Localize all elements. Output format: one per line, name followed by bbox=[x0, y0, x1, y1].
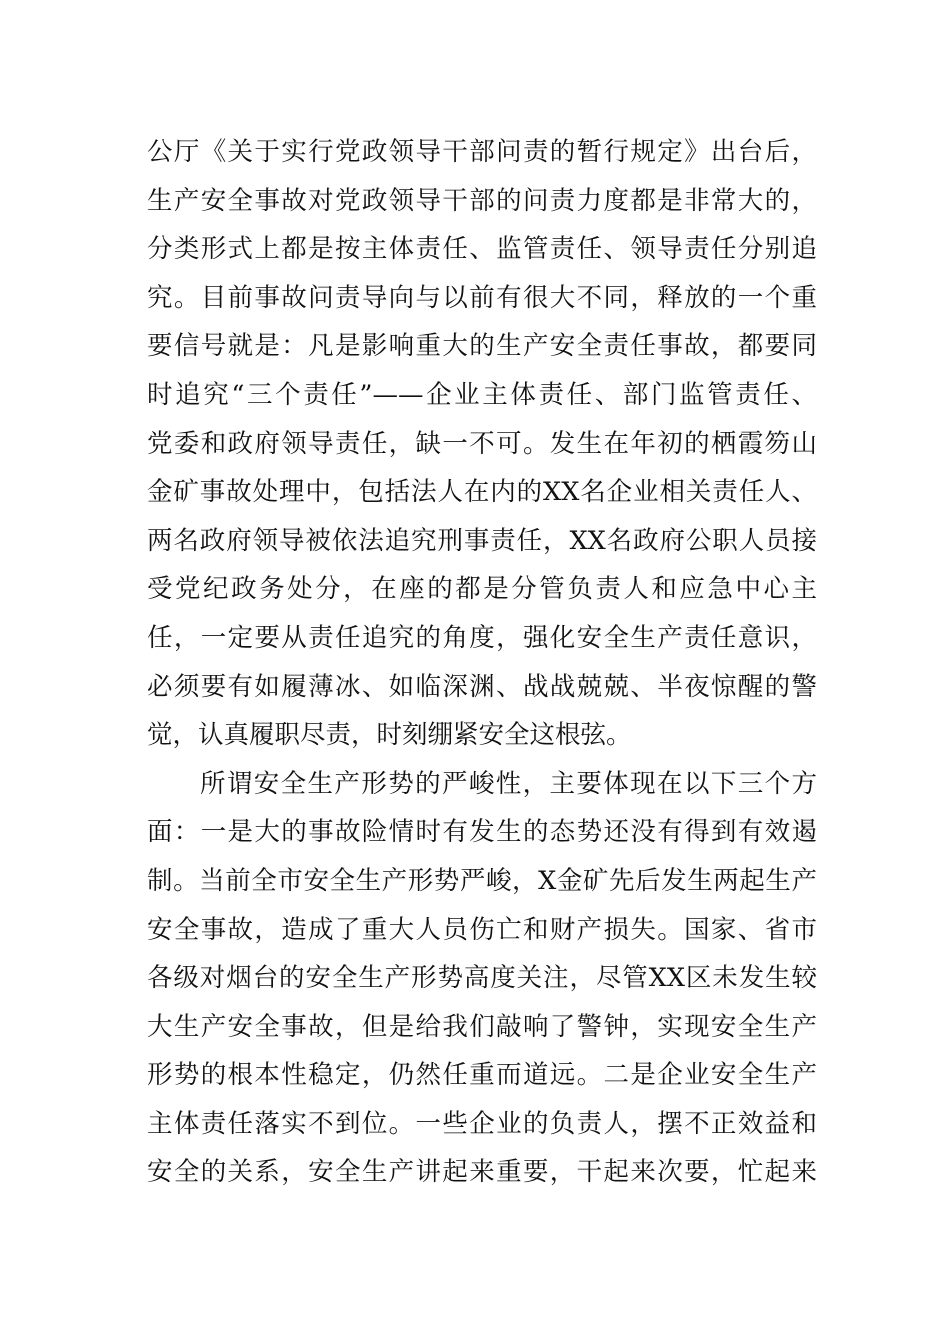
paragraph-severity bbox=[147, 760, 817, 1197]
text-line: 公厅《关于实行党政领导干部问责的暂行规定》出台后， bbox=[147, 137, 817, 167]
text-line: 分类形式上都是按主体责任、监管责任、领导责任分别追 bbox=[147, 234, 817, 265]
text-line: 形势的根本性稳定，仍然任重而道远。二是企业安全生产 bbox=[147, 1060, 817, 1091]
text-line: 任，一定要从责任追究的角度，强化安全生产责任意识， bbox=[147, 622, 817, 653]
text-line: 两名政府领导被依法追究刑事责任，XX名政府公职人员接 bbox=[147, 525, 817, 556]
text-line: 党委和政府领导责任，缺一不可。发生在年初的栖霞笏山 bbox=[147, 428, 817, 459]
text-line: 究。目前事故问责导向与以前有很大不同，释放的一个重 bbox=[147, 282, 817, 313]
text-line: 生产安全事故对党政领导干部的问责力度都是非常大的， bbox=[147, 185, 817, 216]
text-line: 受党纪政务处分，在座的都是分管负责人和应急中心主 bbox=[147, 574, 817, 605]
text-line: 必须要有如履薄冰、如临深渊、战战兢兢、半夜惊醒的警 bbox=[147, 671, 817, 702]
text-line: 各级对烟台的安全生产形势高度关注，尽管XX区未发生较 bbox=[147, 963, 817, 994]
text-line: 大生产安全事故，但是给我们敲响了警钟，实现安全生产 bbox=[147, 1011, 817, 1042]
text-line: 觉，认真履职尽责，时刻绷紧安全这根弦。 bbox=[147, 720, 632, 751]
text-line: 安全的关系，安全生产讲起来重要，干起来次要，忙起来 bbox=[147, 1157, 817, 1188]
text-line: 主体责任落实不到位。一些企业的负责人，摆不正效益和 bbox=[147, 1108, 817, 1139]
paragraph-accountability bbox=[147, 128, 817, 760]
text-line: 金矿事故处理中，包括法人在内的XX名企业相关责任人、 bbox=[147, 477, 817, 508]
text-line: 面：一是大的事故险情时有发生的态势还没有得到有效遏 bbox=[147, 817, 817, 848]
text-line: 所谓安全生产形势的严峻性，主要体现在以下三个方 bbox=[200, 768, 817, 799]
text-line: 安全事故，造成了重大人员伤亡和财产损失。国家、省市 bbox=[147, 914, 817, 945]
body-text bbox=[147, 128, 817, 1197]
text-line: 时追究“三个责任”——企业主体责任、部门监管责任、 bbox=[147, 379, 817, 410]
text-line: 制。当前全市安全生产形势严峻，X金矿先后发生两起生产 bbox=[147, 865, 817, 896]
text-line: 要信号就是：凡是影响重大的生产安全责任事故，都要同 bbox=[147, 331, 817, 362]
